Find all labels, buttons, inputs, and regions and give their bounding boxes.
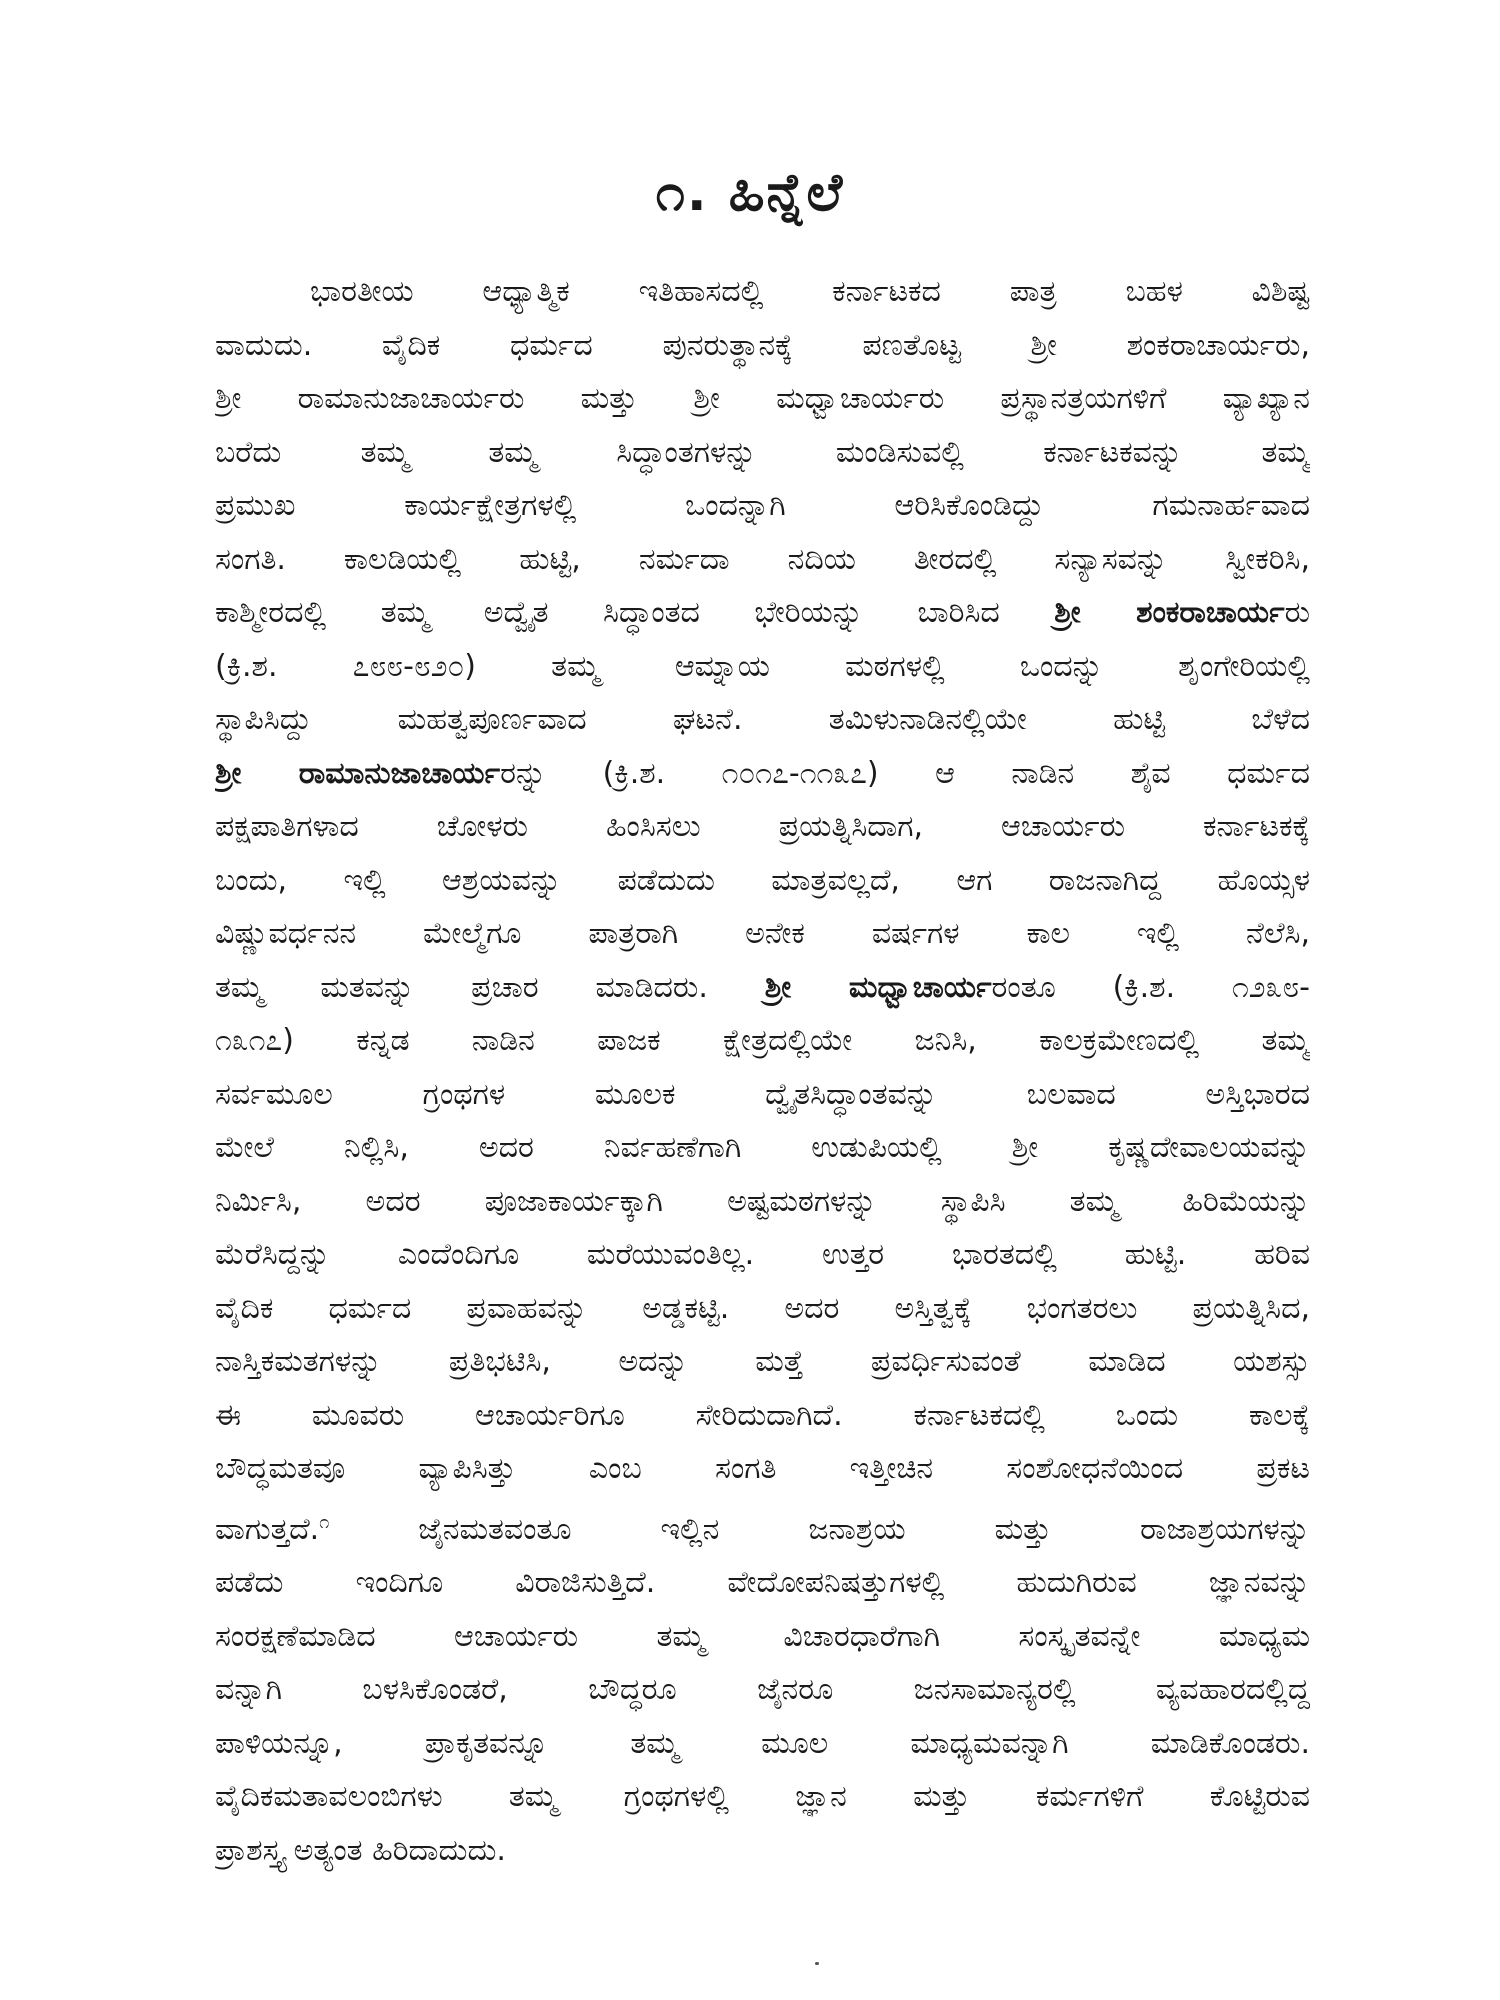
- text-line: [215, 961, 1310, 1015]
- text-line: (ಕ್ರಿ.ಶ. ೭೮೮-೮೨೦) ತಮ್ಮ ಆಮ್ನಾಯ ಮಠಗಳಲ್ಲಿ ಒಂದನ್ನು ಶೃಂಗೇರಿಯಲ್ಲಿ: [215, 648, 1310, 684]
- chapter-title: ೧. ಹಿನ್ನೆಲೆ: [655, 163, 845, 223]
- body-paragraph: [215, 265, 1310, 1877]
- text-line: [215, 586, 1310, 640]
- text-line: ಭಾರತೀಯ ಆಧ್ಯಾತ್ಮಿಕ ಇತಿಹಾಸದಲ್ಲಿ ಕರ್ನಾಟಕದ ಪಾತ್ರ ಬಹಳ ವಿಶಿಷ್ಟ: [310, 274, 1310, 309]
- text-line: ೧೩೧೭) ಕನ್ನಡ ನಾಡಿನ ಪಾಜಕ ಕ್ಷೇತ್ರದಲ್ಲಿಯೇ ಜನಿಸಿ, ಕಾಲಕ್ರಮೇಣದಲ್ಲಿ ತಮ್ಮ: [215, 1023, 1310, 1058]
- text-line: ಸಂಗತಿ. ಕಾಲಡಿಯಲ್ಲಿ ಹುಟ್ಟಿ, ನರ್ಮದಾ ನದಿಯ ತೀರದಲ್ಲಿ ಸನ್ಯಾಸವನ್ನು ಸ್ವೀಕರಿಸಿ,: [215, 541, 1310, 577]
- text-line: ಮೇಲೆ ನಿಲ್ಲಿಸಿ, ಅದರ ನಿರ್ವಹಣೆಗಾಗಿ ಉಡುಪಿಯಲ್ಲಿ ಶ್ರೀ ಕೃಷ್ಣದೇವಾಲಯವನ್ನು: [215, 1130, 1310, 1165]
- text-line: ಈ ಮೂವರು ಆಚಾರ್ಯರಿಗೂ ಸೇರಿದುದಾಗಿದೆ. ಕರ್ನಾಟಕದಲ್ಲಿ ಒಂದು ಕಾಲಕ್ಕೆ: [215, 1397, 1310, 1433]
- text-segment: ಕಾಶ್ಮೀರದಲ್ಲಿ ತಮ್ಮ ಅದ್ವೈತ ಸಿದ್ಧಾಂತದ ಭೇರಿಯನ್ನು ಬಾರಿಸಿದ: [215, 595, 1000, 630]
- text-line: ವನ್ನಾಗಿ ಬಳಸಿಕೊಂಡರೆ, ಬೌದ್ಧರೂ ಜೈನರೂ ಜನಸಾಮಾನ್ಯರಲ್ಲಿ ವ್ಯವಹಾರದಲ್ಲಿದ್ದ: [215, 1672, 1310, 1707]
- bold-name-ramanuja: ಶ್ರೀ ರಾಮಾನುಜಾಚಾರ್ಯ: [215, 755, 501, 791]
- bold-name-shankara: ಶ್ರೀ ಶಂಕರಾಚಾರ್ಯ: [1054, 595, 1285, 630]
- text-line: ವೈದಿಕ ಧರ್ಮದ ಪ್ರವಾಹವನ್ನು ಅಡ್ಡಕಟ್ಟಿ. ಅದರ ಅಸ್ತಿತ್ವಕ್ಕೆ ಭಂಗತರಲು ಪ್ರಯತ್ನಿಸಿದ,: [215, 1290, 1310, 1326]
- text-line: ಬಂದು, ಇಲ್ಲಿ ಆಶ್ರಯವನ್ನು ಪಡೆದುದು ಮಾತ್ರವಲ್ಲದೆ, ಆಗ ರಾಜನಾಗಿದ್ದ ಹೊಯ್ಸಳ: [215, 862, 1310, 898]
- text-line: ವಿಷ್ಣುವರ್ಧನನ ಮೇಲ್ಮೆಗೂ ಪಾತ್ರರಾಗಿ ಅನೇಕ ವರ್ಷಗಳ ಕಾಲ ಇಲ್ಲಿ ನೆಲೆಸಿ,: [215, 916, 1310, 951]
- text-segment: ರನ್ನು (ಕ್ರಿ.ಶ. ೧೦೧೭-೧೧೩೭) ಆ ನಾಡಿನ ಶೈವ ಧರ್ಮದ: [500, 755, 1310, 791]
- text-line: ನಿರ್ಮಿಸಿ, ಅದರ ಪೂಜಾಕಾರ್ಯಕ್ಕಾಗಿ ಅಷ್ಟಮಠಗಳನ್ನು ಸ್ಥಾಪಿಸಿ ತಮ್ಮ ಹಿರಿಮೆಯನ್ನು: [215, 1183, 1310, 1219]
- text-segment: ಜೈನಮತವಂತೂ ಇಲ್ಲಿನ ಜನಾಶ್ರಯ ಮತ್ತು ರಾಜಾಶ್ರಯಗಳನ್ನು: [329, 1511, 1310, 1547]
- text-line: [215, 747, 1310, 801]
- text-segment: ರಂತೂ (ಕ್ರಿ.ಶ. ೧೨೩೮-: [991, 969, 1310, 1005]
- text-line: ಪ್ರಾಶಸ್ತ್ಯ ಅತ್ಯಂತ ಹಿರಿದಾದುದು.: [215, 1832, 506, 1868]
- text-line: ವಾದುದು. ವೈದಿಕ ಧರ್ಮದ ಪುನರುತ್ಥಾನಕ್ಕೆ ಪಣತೊಟ್ಟ ಶ್ರೀ ಶಂಕರಾಚಾರ್ಯರು,: [215, 327, 1310, 363]
- text-segment: ರು: [1284, 595, 1310, 630]
- text-line: ವೈದಿಕಮತಾವಲಂಬಿಗಳು ತಮ್ಮ ಗ್ರಂಥಗಳಲ್ಲಿ ಜ್ಞಾನ ಮತ್ತು ಕರ್ಮಗಳಿಗೆ ಕೊಟ್ಟಿರುವ: [215, 1779, 1310, 1814]
- text-line: ಸಂರಕ್ಷಣೆಮಾಡಿದ ಆಚಾರ್ಯರು ತಮ್ಮ ವಿಚಾರಧಾರೆಗಾಗಿ ಸಂಸ್ಕೃತವನ್ನೇ ಮಾಧ್ಯಮ: [215, 1618, 1310, 1654]
- text-segment: ತಮ್ಮ ಮತವನ್ನು ಪ್ರಚಾರ ಮಾಡಿದರು.: [215, 969, 708, 1005]
- bold-name-madhva: ಶ್ರೀ ಮಧ್ವಾಚಾರ್ಯ: [764, 969, 992, 1005]
- text-line: ಮೆರೆಸಿದ್ದನ್ನು ಎಂದೆಂದಿಗೂ ಮರೆಯುವಂತಿಲ್ಲ. ಉತ್ತರ ಭಾರತದಲ್ಲಿ ಹುಟ್ಟಿ. ಹರಿವ: [215, 1237, 1310, 1272]
- text-line: ನಾಸ್ತಿಕಮತಗಳನ್ನು ಪ್ರತಿಭಟಿಸಿ, ಅದನ್ನು ಮತ್ತೆ ಪ್ರವರ್ಧಿಸುವಂತೆ ಮಾಡಿದ ಯಶಸ್ಸು: [215, 1344, 1310, 1379]
- text-line: ಸರ್ವಮೂಲ ಗ್ರಂಥಗಳ ಮೂಲಕ ದ್ವೈತಸಿದ್ಧಾಂತವನ್ನು ಬಲವಾದ ಅಸ್ತಿಭಾರದ: [215, 1076, 1310, 1112]
- text-line: ಪಕ್ಷಪಾತಿಗಳಾದ ಚೋಳರು ಹಿಂಸಿಸಲು ಪ್ರಯತ್ನಿಸಿದಾಗ, ಆಚಾರ್ಯರು ಕರ್ನಾಟಕಕ್ಕೆ: [215, 809, 1310, 844]
- text-line: ಸ್ಥಾಪಿಸಿದ್ದು ಮಹತ್ವಪೂರ್ಣವಾದ ಘಟನೆ. ತಮಿಳುನಾಡಿನಲ್ಲಿಯೇ ಹುಟ್ಟಿ ಬೆಳೆದ: [215, 702, 1310, 737]
- text-line: ಶ್ರೀ ರಾಮಾನುಜಾಚಾರ್ಯರು ಮತ್ತು ಶ್ರೀ ಮಧ್ವಾಚಾರ್ಯರು ಪ್ರಸ್ಥಾನತ್ರಯಗಳಿಗೆ ವ್ಯಾಖ್ಯಾನ: [215, 381, 1310, 416]
- text-line: ಪಾಳಿಯನ್ನೂ, ಪ್ರಾಕೃತವನ್ನೂ ತಮ್ಮ ಮೂಲ ಮಾಧ್ಯಮವನ್ನಾಗಿ ಮಾಡಿಕೊಂಡರು.: [215, 1725, 1310, 1761]
- text-segment: ವಾಗುತ್ತದೆ.: [215, 1511, 320, 1547]
- text-line: ಬರೆದು ತಮ್ಮ ತಮ್ಮ ಸಿದ್ಧಾಂತಗಳನ್ನು ಮಂಡಿಸುವಲ್ಲಿ ಕರ್ನಾಟಕವನ್ನು ತಮ್ಮ: [215, 434, 1310, 470]
- footnote-marker[interactable]: ೧: [319, 1511, 330, 1533]
- text-line: ಪ್ರಮುಖ ಕಾರ್ಯಕ್ಷೇತ್ರಗಳಲ್ಲಿ ಒಂದನ್ನಾಗಿ ಆರಿಸಿಕೊಂಡಿದ್ದು ಗಮನಾರ್ಹವಾದ: [215, 488, 1310, 523]
- text-line: ಬೌದ್ಧಮತವೂ ವ್ಯಾಪಿಸಿತ್ತು ಎಂಬ ಸಂಗತಿ ಇತ್ತೀಚಿನ ಸಂಶೋಧನೆಯಿಂದ ಪ್ರಕಟ: [215, 1451, 1310, 1486]
- text-line: [215, 1496, 1310, 1557]
- scan-speck: [815, 1962, 819, 1965]
- text-line: ಪಡೆದು ಇಂದಿಗೂ ವಿರಾಜಿಸುತ್ತಿದೆ. ವೇದೋಪನಿಷತ್ತುಗಳಲ್ಲಿ ಹುದುಗಿರುವ ಜ್ಞಾನವನ್ನು: [215, 1565, 1310, 1600]
